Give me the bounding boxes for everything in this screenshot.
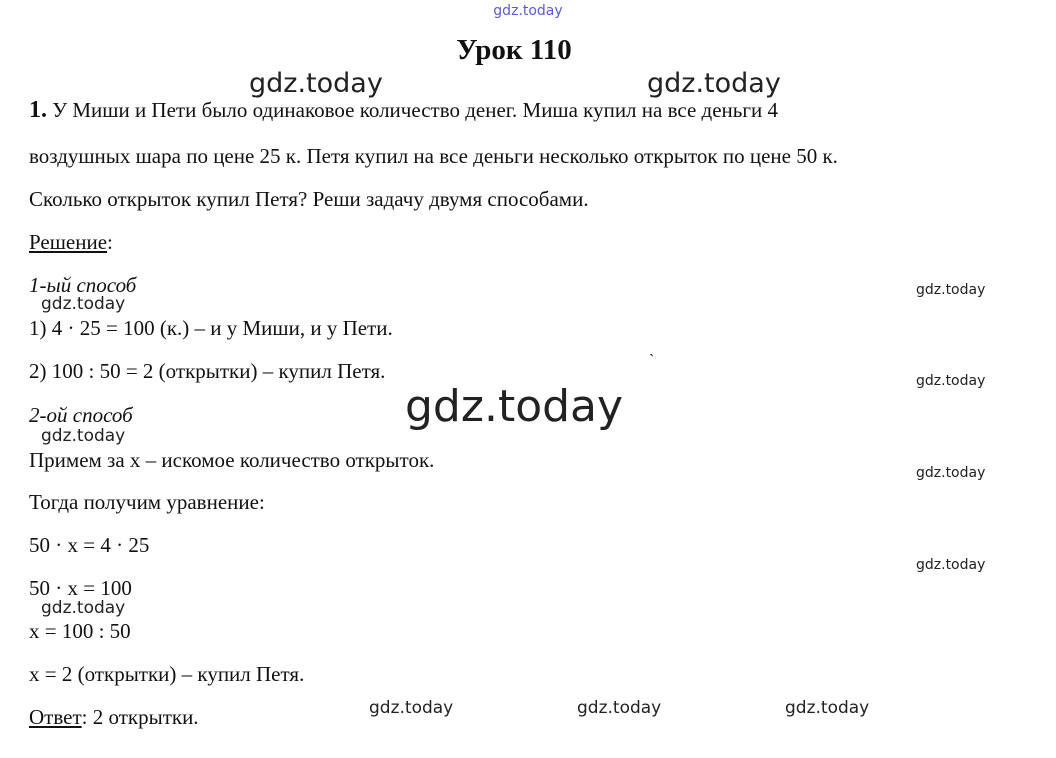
method-2-line-2: Тогда получим уравнение: bbox=[29, 490, 265, 514]
method-1-step-2: 2) 100 : 50 = 2 (открытки) – купил Петя. bbox=[29, 359, 386, 383]
watermark-top: gdz.today bbox=[493, 3, 563, 19]
watermark-center-large: gdz.today bbox=[405, 381, 624, 432]
task-line-3: Сколько открыток купил Петя? Реши задачу двумя способами. bbox=[29, 187, 589, 211]
answer-text: : 2 открытки. bbox=[81, 705, 199, 729]
watermark-right-2: gdz.today bbox=[916, 373, 986, 389]
page-title: Урок 110 bbox=[456, 34, 572, 66]
watermark-bottom-1: gdz.today bbox=[369, 698, 454, 718]
method-2-eq-2: 50 · х = 100 bbox=[29, 576, 132, 600]
task-line-1 bbox=[29, 97, 778, 124]
stray-tick-mark: ` bbox=[649, 352, 655, 369]
solution-heading-colon: : bbox=[107, 230, 113, 254]
method-2-eq-4: х = 2 (открытки) – купил Петя. bbox=[29, 662, 305, 686]
method-2-line-1: Примем за х – искомое количество открыток. bbox=[29, 448, 435, 472]
answer-line bbox=[29, 705, 199, 730]
watermark-small-2: gdz.today bbox=[41, 426, 126, 446]
watermark-right-4: gdz.today bbox=[916, 557, 986, 573]
watermark-bottom-2: gdz.today bbox=[577, 698, 662, 718]
method-1-step-1: 1) 4 · 25 = 100 (к.) – и у Миши, и у Пети. bbox=[29, 316, 393, 340]
method-2-eq-3: х = 100 : 50 bbox=[29, 619, 131, 643]
watermark-right-3: gdz.today bbox=[916, 465, 986, 481]
watermark-small-1: gdz.today bbox=[41, 294, 126, 314]
task-line-2: воздушных шара по цене 25 к. Петя купил на все деньги несколько открыток по цене 50 к. bbox=[29, 144, 838, 168]
answer-label: Ответ bbox=[29, 705, 82, 729]
method-2-eq-1: 50 · х = 4 · 25 bbox=[29, 533, 150, 557]
solution-heading bbox=[29, 230, 113, 255]
solution-heading-label: Решение bbox=[29, 230, 108, 254]
watermark-small-3: gdz.today bbox=[41, 598, 126, 618]
task-number: 1. bbox=[29, 97, 47, 123]
watermark-bottom-3: gdz.today bbox=[785, 698, 870, 718]
watermark-right-1: gdz.today bbox=[916, 282, 986, 298]
task-text-1: У Миши и Пети было одинаковое количество денег. Миша купил на все деньги 4 bbox=[52, 98, 778, 122]
watermark-large-left: gdz.today bbox=[249, 68, 383, 99]
method-1-title: 1-ый способ bbox=[29, 273, 137, 297]
method-2-title: 2-ой способ bbox=[29, 403, 133, 427]
watermark-large-right: gdz.today bbox=[647, 68, 781, 99]
